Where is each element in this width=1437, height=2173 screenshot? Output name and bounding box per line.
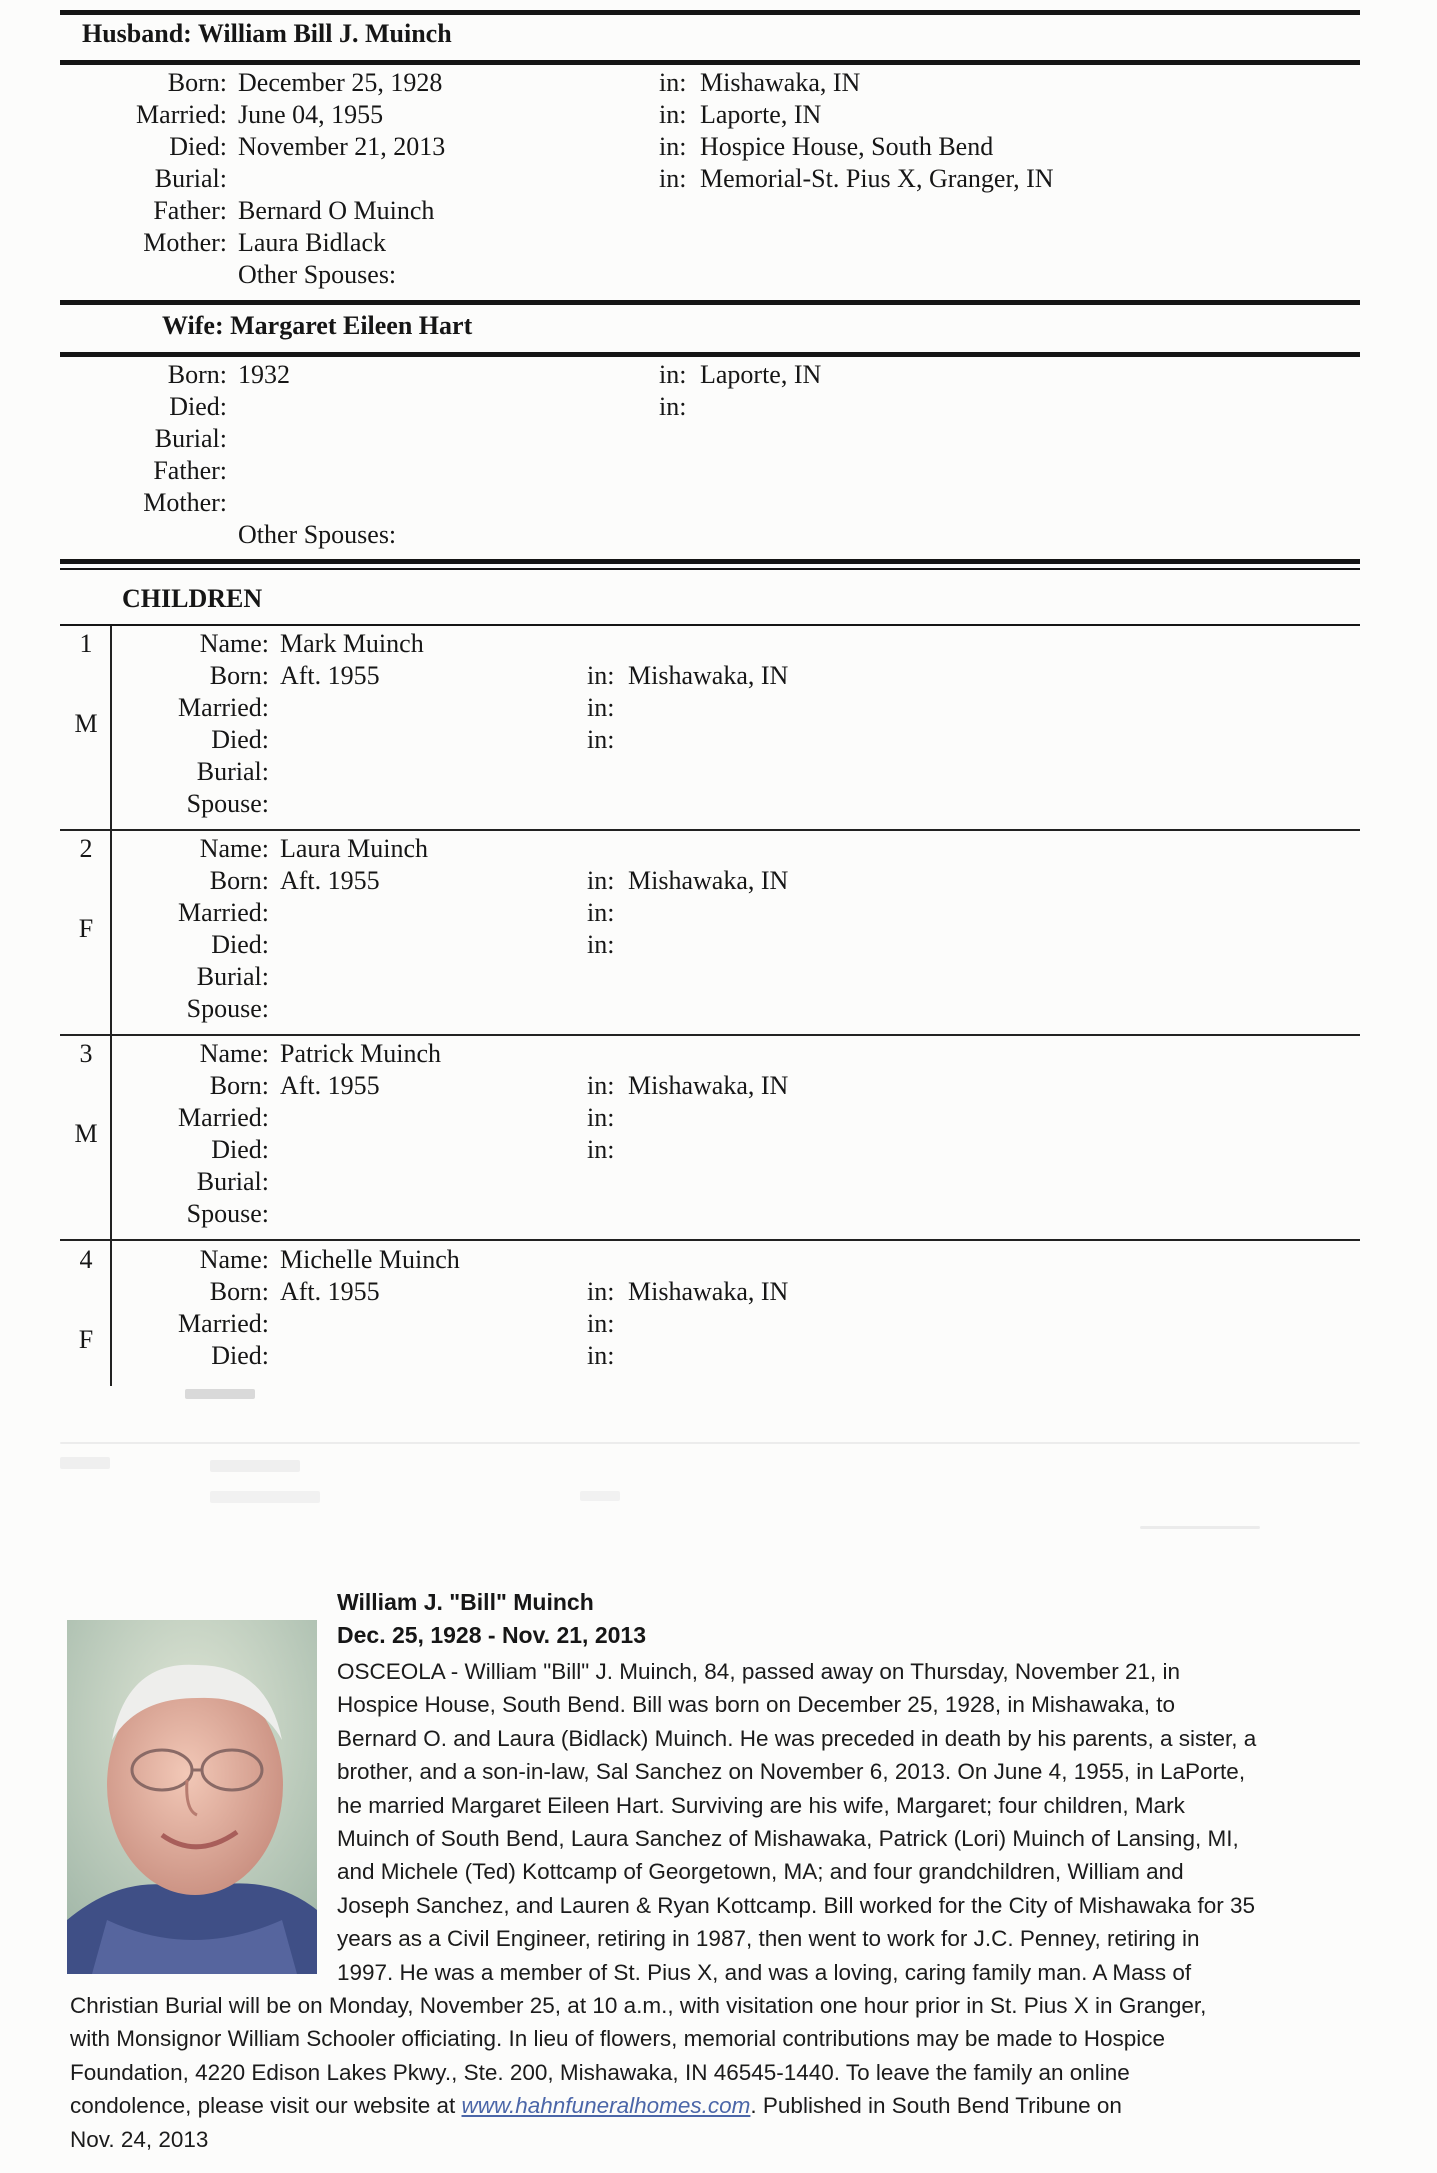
husband-born-in-label: in: [659,68,687,97]
child-name-label: Name: [199,1039,269,1068]
obituary-link-prefix: condolence, please visit our website at [70,2093,456,2119]
husband-burial-place: Memorial-St. Pius X, Granger, IN [700,164,1054,193]
obituary-line: and Michele (Ted) Kottcamp of Georgetown, MA; and four grandchildren, William and [337,1859,1184,1885]
wife-born-in-label: in: [659,360,687,389]
child-sex: M [74,1119,98,1148]
obituary-portrait-photo [67,1620,317,1974]
child-number: 3 [79,1039,93,1068]
divider [60,624,1360,626]
child-died-in-label: in: [587,1135,615,1164]
child-number: 2 [79,834,93,863]
child-born-in-label: in: [587,1277,615,1306]
husband-father-label: Father: [153,196,227,225]
child-married-in-label: in: [587,898,615,927]
child-spouse-label: Spouse: [186,789,269,818]
child-married-in-label: in: [587,1309,615,1338]
child-born-place: Mishawaka, IN [628,866,789,895]
divider [60,60,1360,65]
child-number: 1 [79,629,93,658]
obituary-line: Muinch of South Bend, Laura Sanchez of Mishawaka, Patrick (Lori) Muinch of Lansing, MI, [337,1826,1239,1852]
wife-born-place: Laporte, IN [700,360,822,389]
husband-header [82,19,452,49]
child-born-date: Aft. 1955 [280,1277,380,1306]
child-married-label: Married: [178,693,269,722]
wife-died-label: Died: [169,392,227,421]
husband-married-place: Laporte, IN [700,100,822,129]
husband-married-in-label: in: [659,100,687,129]
child-number: 4 [79,1245,93,1274]
child-name-label: Name: [199,1245,269,1274]
child-born-in-label: in: [587,661,615,690]
husband-born-place: Mishawaka, IN [700,68,861,97]
husband-died-label: Died: [169,132,227,161]
child-married-label: Married: [178,1103,269,1132]
husband-died-place: Hospice House, South Bend [700,132,994,161]
wife-born-label: Born: [167,360,227,389]
obituary-dates: Dec. 25, 1928 - Nov. 21, 2013 [337,1622,646,1648]
obituary-line [70,2089,1370,2122]
child-divider [60,829,1360,831]
child-married-in-label: in: [587,693,615,722]
husband-header-label: Husband: [82,19,192,48]
child-burial-label: Burial: [196,962,269,991]
husband-burial-in-label: in: [659,164,687,193]
obituary-line: Joseph Sanchez, and Lauren & Ryan Kottcamp. Bill worked for the City of Mishawaka for 35 [337,1892,1255,1918]
child-born-place: Mishawaka, IN [628,1277,789,1306]
obituary-line: he married Margaret Eileen Hart. Surviving are his wife, Margaret; four children, Mark [337,1792,1185,1818]
obituary-line: Bernard O. and Laura (Bidlack) Muinch. He was preceded in death by his parents, a sister, a [337,1725,1257,1751]
husband-burial-label: Burial: [154,164,227,193]
wife-burial-label: Burial: [154,424,227,453]
wife-mother-label: Mother: [143,488,227,517]
wife-died-in-label: in: [659,392,687,421]
husband-born-date: December 25, 1928 [238,68,443,97]
husband-other-spouses-label: Other Spouses: [238,260,397,289]
child-died-label: Died: [211,1341,269,1370]
divider [60,568,1360,570]
obituary-line: brother, and a son-in-law, Sal Sanchez on November 6, 2013. On June 4, 1955, in LaPorte, [337,1759,1246,1785]
husband-father-name: Bernard O Muinch [238,196,435,225]
child-name: Laura Muinch [280,834,429,863]
wife-father-label: Father: [153,456,227,485]
child-burial-label: Burial: [196,1167,269,1196]
obituary-line: 1997. He was a member of St. Pius X, and was a loving, caring family man. A Mass of [337,1959,1192,1985]
obituary-line: Nov. 24, 2013 [70,2126,209,2152]
child-born-in-label: in: [587,1071,615,1100]
wife-name: Margaret Eileen Hart [230,311,473,340]
child-married-label: Married: [178,898,269,927]
wife-header [162,311,472,341]
faded-form-remnant [60,1385,1360,1535]
portrait-icon [67,1620,317,1974]
child-burial-label: Burial: [196,757,269,786]
obituary-line: Christian Burial will be on Monday, November 25, at 10 a.m., with visitation one hour prior in St. Pius X in Granger, [70,1993,1207,2018]
obituary-title: William J. "Bill" Muinch [337,1589,594,1615]
obituary-line: Hospice House, South Bend. Bill was born on December 25, 1928, in Mishawaka, to [337,1692,1175,1718]
husband-died-date: November 21, 2013 [238,132,446,161]
funeral-home-link[interactable]: www.hahnfuneralhomes.com [461,2093,751,2119]
obituary-body-full [70,1989,1370,2156]
child-born-label: Born: [209,661,269,690]
child-name: Michelle Muinch [280,1245,460,1274]
child-born-place: Mishawaka, IN [628,661,789,690]
child-spouse-label: Spouse: [186,1199,269,1228]
divider [60,10,1360,15]
husband-died-in-label: in: [659,132,687,161]
child-born-label: Born: [209,866,269,895]
child-sex: F [78,914,94,943]
husband-mother-name: Laura Bidlack [238,228,386,257]
obituary-line: OSCEOLA - William "Bill" J. Muinch, 84, passed away on Thursday, November 21, in [337,1659,1180,1684]
obituary-line: Foundation, 4220 Edison Lakes Pkwy., Ste. 200, Mishawaka, IN 46545-1440. To leave the family an online [70,2059,1130,2085]
husband-mother-label: Mother: [143,228,227,257]
child-married-label: Married: [178,1309,269,1338]
child-born-place: Mishawaka, IN [628,1071,789,1100]
child-born-label: Born: [209,1071,269,1100]
divider [60,559,1360,564]
child-born-date: Aft. 1955 [280,661,380,690]
child-died-in-label: in: [587,1341,615,1370]
child-spouse-label: Spouse: [186,994,269,1023]
obituary-line: years as a Civil Engineer, retiring in 1987, then went to work for J.C. Penney, retiring in [337,1926,1200,1952]
children-header: CHILDREN [122,584,263,613]
child-died-label: Died: [211,930,269,959]
wife-header-label: Wife: [162,311,224,340]
obituary-body-wrapped [337,1655,1367,1989]
divider [60,352,1360,357]
child-born-date: Aft. 1955 [280,866,380,895]
child-died-in-label: in: [587,930,615,959]
wife-born-date: 1932 [238,360,290,389]
child-born-in-label: in: [587,866,615,895]
child-name-label: Name: [199,834,269,863]
husband-married-label: Married: [136,100,227,129]
child-died-label: Died: [211,725,269,754]
child-name-label: Name: [199,629,269,658]
child-name: Mark Muinch [280,629,424,658]
child-born-date: Aft. 1955 [280,1071,380,1100]
child-born-label: Born: [209,1277,269,1306]
child-died-label: Died: [211,1135,269,1164]
husband-born-label: Born: [167,68,227,97]
child-sex: F [78,1325,94,1354]
child-divider [60,1239,1360,1241]
child-married-in-label: in: [587,1103,615,1132]
divider [60,300,1360,305]
child-divider [60,1034,1360,1036]
child-sex: M [74,709,98,738]
husband-married-date: June 04, 1955 [238,100,384,129]
child-name: Patrick Muinch [280,1039,442,1068]
obituary-link-suffix: . Published in South Bend Tribune on [750,2093,1122,2119]
child-died-in-label: in: [587,725,615,754]
obituary-line: with Monsignor William Schooler officiating. In lieu of flowers, memorial contributions may be made to Hospice [70,2026,1166,2052]
wife-other-spouses-label: Other Spouses: [238,520,397,549]
husband-name: William Bill J. Muinch [197,19,452,48]
